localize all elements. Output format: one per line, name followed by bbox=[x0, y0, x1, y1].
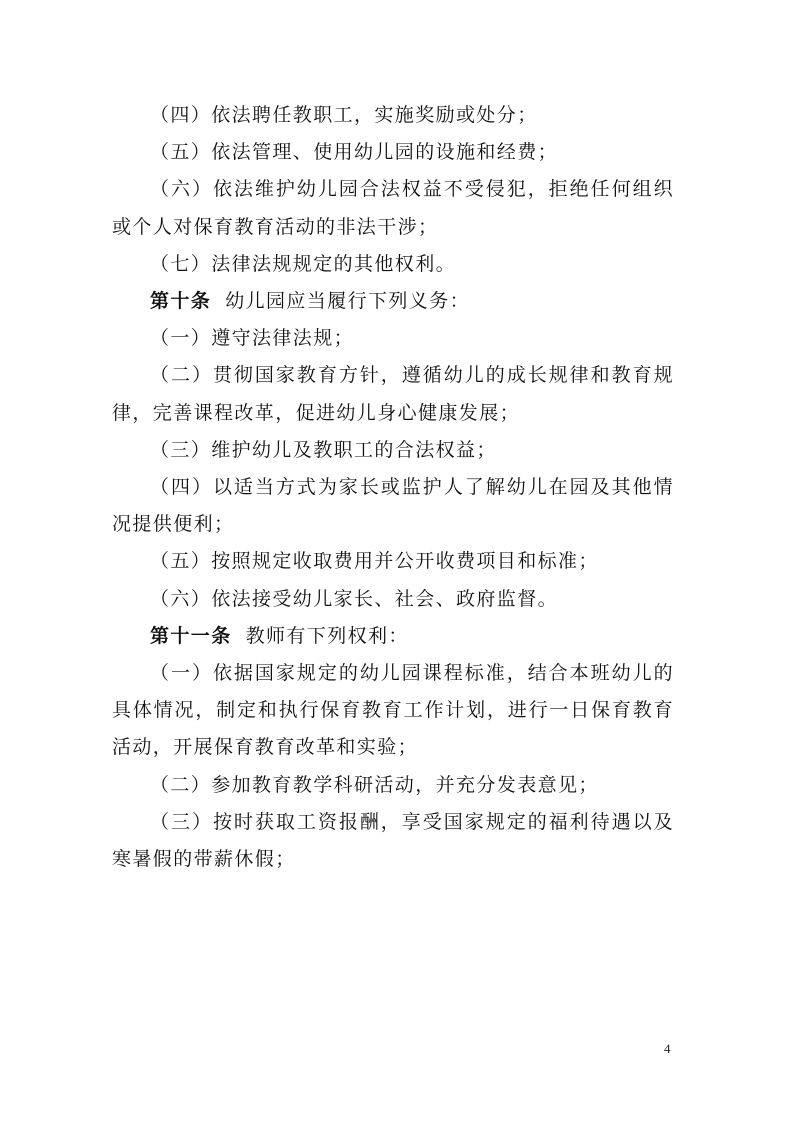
obligation-item-4: （四）以适当方式为家长或监护人了解幼儿在园及其他情况提供便利； bbox=[112, 476, 674, 536]
obligation-item-2: （二）贯彻国家教育方针，遵循幼儿的成长规律和教育规律，完善课程改革，促进幼儿身心健康发展； bbox=[112, 364, 674, 424]
paragraph-item-5: （五）依法管理、使用幼儿园的设施和经费； bbox=[150, 141, 559, 164]
paragraph-item-6: （六）依法维护幼儿园合法权益不受侵犯，拒绝任何组织或个人对保育教育活动的非法干涉； bbox=[112, 178, 674, 238]
article-heading: 第十一条 bbox=[150, 624, 232, 647]
teacher-right-item-1: （一）依据国家规定的幼儿园课程标准，结合本班幼儿的具体情况，制定和执行保育教育工作计划，进行一日保育教育活动，开展保育教育改革和实验； bbox=[112, 662, 674, 759]
article-10-paragraph bbox=[112, 283, 674, 320]
teacher-right-item-3: （三）按时获取工资报酬，享受国家规定的福利待遇以及寒暑假的带薪休假； bbox=[112, 810, 674, 871]
paragraph-item-7: （七）法律法规规定的其他权利。 bbox=[150, 252, 457, 275]
article-text: 教师有下列权利： bbox=[245, 624, 409, 647]
paragraph-item-4: （四）依法聘任教职工，实施奖励或处分； bbox=[150, 104, 538, 126]
page-number: 4 bbox=[664, 1041, 671, 1056]
obligation-item-5: （五）按照规定收取费用并公开收费项目和标准； bbox=[150, 550, 599, 573]
obligation-item-6: （六）依法接受幼儿家长、社会、政府监督。 bbox=[150, 587, 559, 610]
article-11-paragraph bbox=[112, 618, 674, 655]
article-text: 幼儿园应当履行下列义务： bbox=[225, 290, 471, 313]
obligation-item-3: （三）维护幼儿及教职工的合法权益； bbox=[150, 438, 497, 461]
obligation-item-1: （一）遵守法律法规； bbox=[150, 327, 355, 350]
article-heading: 第十条 bbox=[150, 290, 212, 313]
document-body bbox=[112, 97, 674, 878]
teacher-right-item-2: （二）参加教育教学科研活动，并充分发表意见； bbox=[150, 773, 599, 796]
